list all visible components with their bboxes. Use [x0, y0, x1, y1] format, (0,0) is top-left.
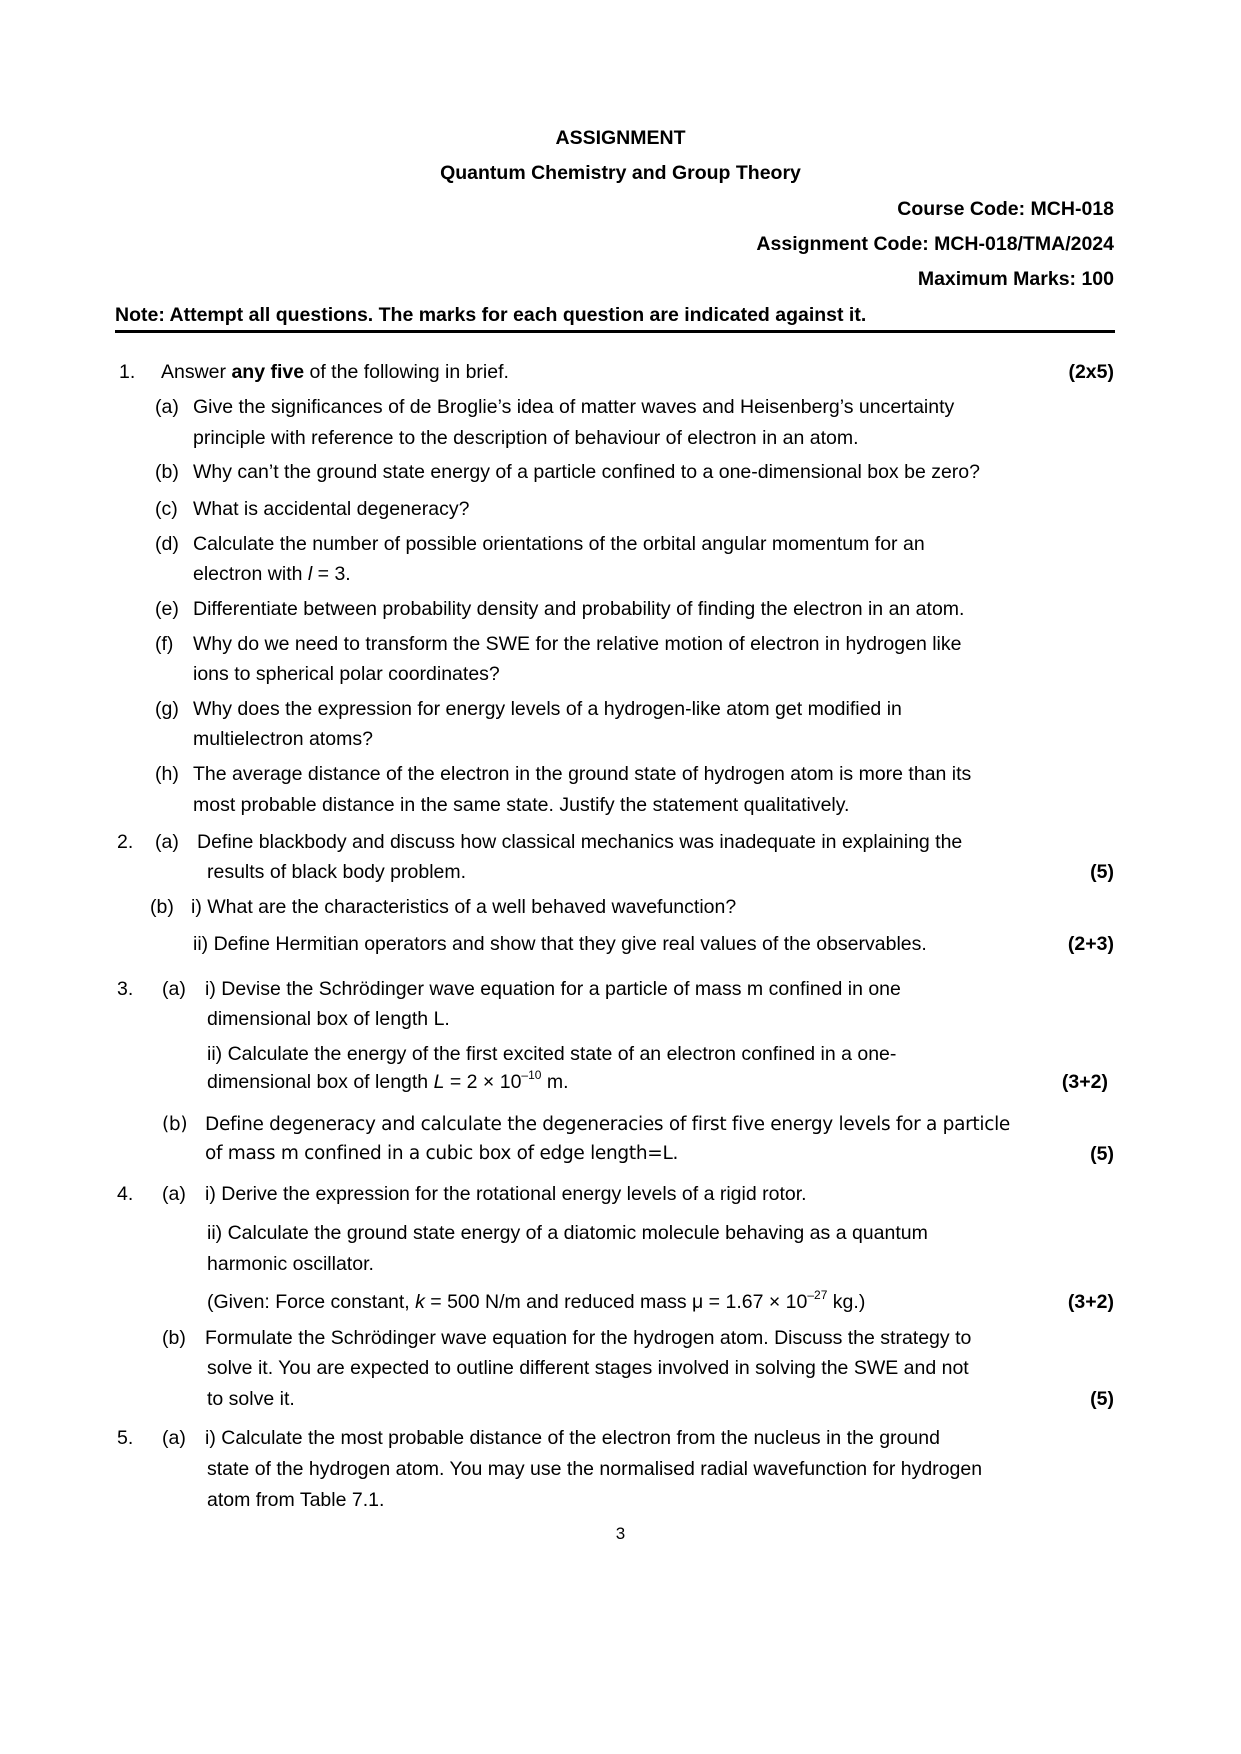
page-title: ASSIGNMENT: [555, 127, 686, 149]
q4b-label: (b): [162, 1327, 186, 1349]
q2b-marks: (2+3): [1067, 933, 1114, 955]
q3b-line2: of mass m confined in a cubic box of edge length=L.: [205, 1143, 679, 1164]
q4a-given-text: (Given: Force constant,: [207, 1291, 416, 1313]
q4a-part-ii-line1: ii) Calculate the ground state energy of a diatomic molecule behaving as a quantum: [207, 1222, 928, 1244]
q1d-text: electron with: [193, 563, 308, 585]
q3-number: 3.: [117, 978, 134, 1000]
course-title: Quantum Chemistry and Group Theory: [440, 162, 801, 184]
q5a-line1: i) Calculate the most probable distance of the electron from the nucleus in the ground: [205, 1427, 940, 1449]
q1g-line1: Why does the expression for energy levels of a hydrogen-like atom get modified in: [193, 698, 902, 720]
q3a-marks: (3+2): [1061, 1071, 1108, 1093]
q4b-marks: (5): [1090, 1388, 1114, 1410]
q3a-unit: m.: [541, 1071, 569, 1093]
q3a-variable-L: L: [433, 1071, 445, 1093]
q3b-marks: (5): [1090, 1143, 1114, 1165]
q1g-line2: multielectron atoms?: [193, 728, 373, 750]
q4a-given-unit: kg.): [827, 1291, 866, 1313]
q1-intro-text: Answer: [161, 361, 232, 383]
q2a-marks: (5): [1090, 861, 1114, 883]
course-code: Course Code: MCH-018: [897, 198, 1114, 220]
q1d-label: (d): [155, 533, 179, 555]
q4-number: 4.: [117, 1183, 134, 1205]
q3b-label: (b): [162, 1114, 188, 1135]
q1h-label: (h): [155, 763, 179, 785]
q1b-label: (b): [155, 461, 179, 483]
q1c-line1: What is accidental degeneracy?: [193, 498, 470, 520]
q4b-line1: Formulate the Schrödinger wave equation for the hydrogen atom. Discuss the strategy to: [205, 1327, 972, 1349]
q1b-line1: Why can’t the ground state energy of a particle confined to a one-dimensional box be zero?: [193, 461, 980, 483]
q5a-label: (a): [162, 1427, 186, 1449]
q2-number: 2.: [117, 831, 134, 853]
q2b-label: (b): [150, 896, 174, 918]
q1a-line1: Give the significances of de Broglie’s idea of matter waves and Heisenberg’s uncertainty: [193, 396, 955, 418]
q1h-line1: The average distance of the electron in the ground state of hydrogen atom is more than its: [193, 763, 972, 785]
q5a-line2: state of the hydrogen atom. You may use the normalised radial wavefunction for hydrogen: [207, 1458, 983, 1480]
q1f-line1: Why do we need to transform the SWE for the relative motion of electron in hydrogen like: [193, 633, 962, 655]
q4b-line3: to solve it.: [207, 1388, 295, 1410]
q4a-part-i: i) Derive the expression for the rotational energy levels of a rigid rotor.: [205, 1183, 807, 1205]
q1e-line1: Differentiate between probability density and probability of finding the electron in an atom.: [193, 598, 965, 620]
q3a-label: (a): [162, 978, 186, 1000]
q1d-variable-l: l: [307, 563, 313, 585]
q1d-text-end: = 3.: [312, 563, 351, 585]
q1h-line2: most probable distance in the same state. Justify the statement qualitatively.: [193, 794, 850, 816]
q3a-part-i-line1: i) Devise the Schrödinger wave equation for a particle of mass m confined in one: [205, 978, 901, 1000]
q3b-line1: Define degeneracy and calculate the degeneracies of first five energy levels for a particle: [205, 1114, 1011, 1135]
q4a-variable-k: k: [415, 1291, 425, 1313]
q1-intro: [161, 360, 509, 384]
q1-marks: (2x5): [1068, 361, 1114, 383]
q1d-line1: Calculate the number of possible orientations of the orbital angular momentum for an: [193, 533, 925, 555]
q1g-label: (g): [155, 698, 179, 720]
q3a-part-ii-line1: ii) Calculate the energy of the first excited state of an electron confined in a one-: [207, 1043, 897, 1065]
q4a-given: [207, 1287, 866, 1314]
q1f-label: (f): [155, 633, 174, 655]
q1c-label: (c): [155, 498, 178, 520]
q3a-exponent: –10: [521, 1067, 542, 1082]
q2a-line2: results of black body problem.: [207, 861, 467, 883]
q1e-label: (e): [155, 598, 179, 620]
q2b-part-ii: ii) Define Hermitian operators and show that they give real values of the observables.: [193, 933, 927, 955]
q1f-line2: ions to spherical polar coordinates?: [193, 663, 500, 685]
q1d-line2: [193, 562, 351, 586]
q3a-part-i-line2: dimensional box of length L.: [207, 1008, 450, 1030]
q1a-line2: principle with reference to the description of behaviour of electron in an atom.: [193, 427, 859, 449]
q2b-part-i: i) What are the characteristics of a well behaved wavefunction?: [191, 896, 737, 918]
q1-intro-emphasis: any five: [231, 361, 305, 383]
q2a-line1: Define blackbody and discuss how classical mechanics was inadequate in explaining the: [197, 831, 963, 853]
header-divider: [115, 330, 1115, 333]
q1a-label: (a): [155, 396, 179, 418]
q2a-label: (a): [155, 831, 179, 853]
q4a-label: (a): [162, 1183, 186, 1205]
assignment-code: Assignment Code: MCH-018/TMA/2024: [756, 233, 1114, 255]
q4a-part-ii-line2: harmonic oscillator.: [207, 1253, 374, 1275]
q1-intro-text-end: of the following in brief.: [304, 361, 509, 383]
q4b-line2: solve it. You are expected to outline different stages involved in solving the SWE and not: [207, 1357, 969, 1379]
q1-number: 1.: [119, 361, 136, 383]
q5-number: 5.: [117, 1427, 134, 1449]
q4a-given-values: = 500 N/m and reduced mass μ = 1.67 × 10: [424, 1291, 808, 1313]
maximum-marks: Maximum Marks: 100: [917, 268, 1114, 290]
q3a-part-ii-line2: [207, 1067, 569, 1094]
q4a-marks: (3+2): [1067, 1291, 1114, 1313]
instructions-note: Note: Attempt all questions. The marks for each question are indicated against it.: [115, 304, 867, 326]
q5a-line3: atom from Table 7.1.: [207, 1489, 385, 1511]
q3a-value: = 2 × 10: [444, 1071, 522, 1093]
q4a-exponent: –27: [807, 1287, 828, 1302]
page-number: 3: [615, 1524, 626, 1543]
q3a-text: dimensional box of length: [207, 1071, 434, 1093]
